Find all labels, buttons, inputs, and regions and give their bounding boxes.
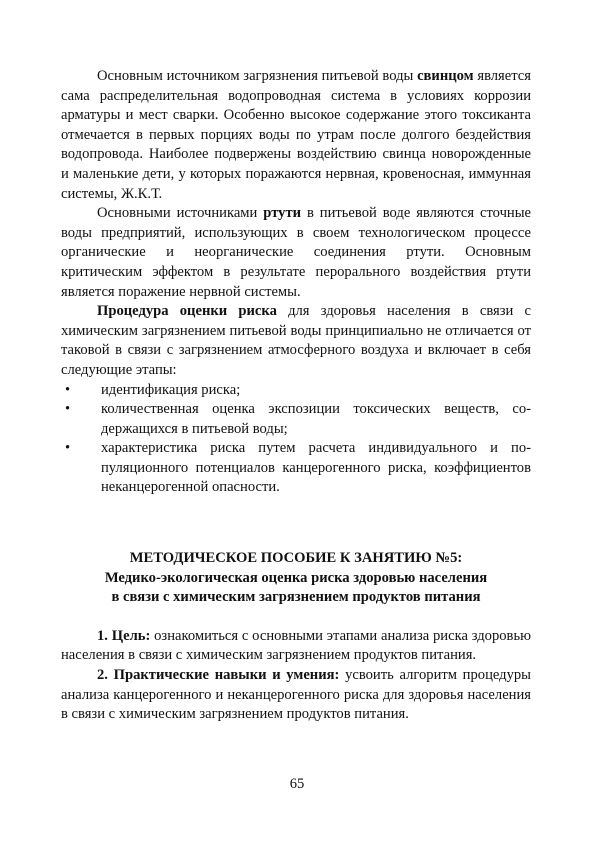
mercury-body: в питьевой воде являются сточные воды предприятий, использующих в своем технологическом процессе органические и неорганические соединения ртути. Основным критическим эффектом в результате перорального воздействия ртути является поражение нервной системы. xyxy=(61,205,532,300)
steps-list xyxy=(61,381,531,499)
skills-text: усвоить алгоритм процедуры анализа канцерогенного и неканцерогенного риска для здоровья населения в связи с химическим загрязнением продуктов питания. xyxy=(61,667,531,723)
list-item xyxy=(61,400,531,439)
mercury-intro: Основными источниками xyxy=(97,205,264,222)
goal-label: 1. Цель: xyxy=(97,627,151,644)
step-text: характеристика риска путем расчета индивидуального и популяционного потенциалов канцерогенного риска, коэффициентов неканцерогенной опасности. xyxy=(101,440,531,496)
mercury-keyword: ртути xyxy=(263,205,302,222)
procedure-paragraph xyxy=(61,302,531,380)
lead-body: является сама распределительная водопроводная система в условиях коррозии арматуры и мест сварки. Особенно высокое содержание этого токсиканта отмечается в первых порциях воды по утрам после долгого бездействия водопровода. Наиболее подвержены воздействию свинца новорожденные и маленькие дети, у которых поражаются нервная, кровеносная, иммунная системы, Ж.К.Т. xyxy=(61,68,531,202)
page-number: 65 xyxy=(289,776,305,792)
heading-line-3: в связи с химическим загрязнением продуктов питания xyxy=(111,589,481,606)
skills-paragraph xyxy=(61,666,531,725)
procedure-keyword: Процедура оценки риска xyxy=(97,303,277,320)
page-content xyxy=(61,67,531,725)
lead-keyword: свинцом xyxy=(417,68,474,84)
heading-line-1: МЕТОДИЧЕСКОЕ ПОСОБИЕ К ЗАНЯТИЮ №5: xyxy=(129,550,463,567)
list-item xyxy=(61,439,531,498)
lead-paragraph xyxy=(61,67,531,204)
goal-paragraph xyxy=(61,627,531,666)
step-text: количественная оценка экспозиции токсических веществ, содержащихся в питьевой воды; xyxy=(101,401,531,437)
mercury-paragraph xyxy=(61,204,531,302)
goal-text: ознакомиться с основными этапами анализа риска здоровью населения в связи с химическим загрязнением продуктов питания. xyxy=(61,627,531,664)
lead-intro: Основным источником загрязнения питьевой воды xyxy=(97,68,418,84)
procedure-body: для здоровья населения в связи с химическим загрязнением питьевой воды принципиально не отличается от таковой в связи с загрязнением атмосферного воздуха и включает в себя следующие этапы: xyxy=(61,303,531,378)
bullet-icon: • xyxy=(65,440,71,457)
step-text: идентификация риска; xyxy=(101,381,241,398)
objectives-section xyxy=(61,627,531,725)
skills-label: 2. Практические навыки и умения: xyxy=(97,667,340,684)
bullet-icon: • xyxy=(65,381,71,398)
section-heading xyxy=(61,549,531,608)
bullet-icon: • xyxy=(65,401,71,418)
list-item xyxy=(61,381,531,401)
heading-line-2: Медико-экологическая оценка риска здоровью населения xyxy=(104,569,488,586)
